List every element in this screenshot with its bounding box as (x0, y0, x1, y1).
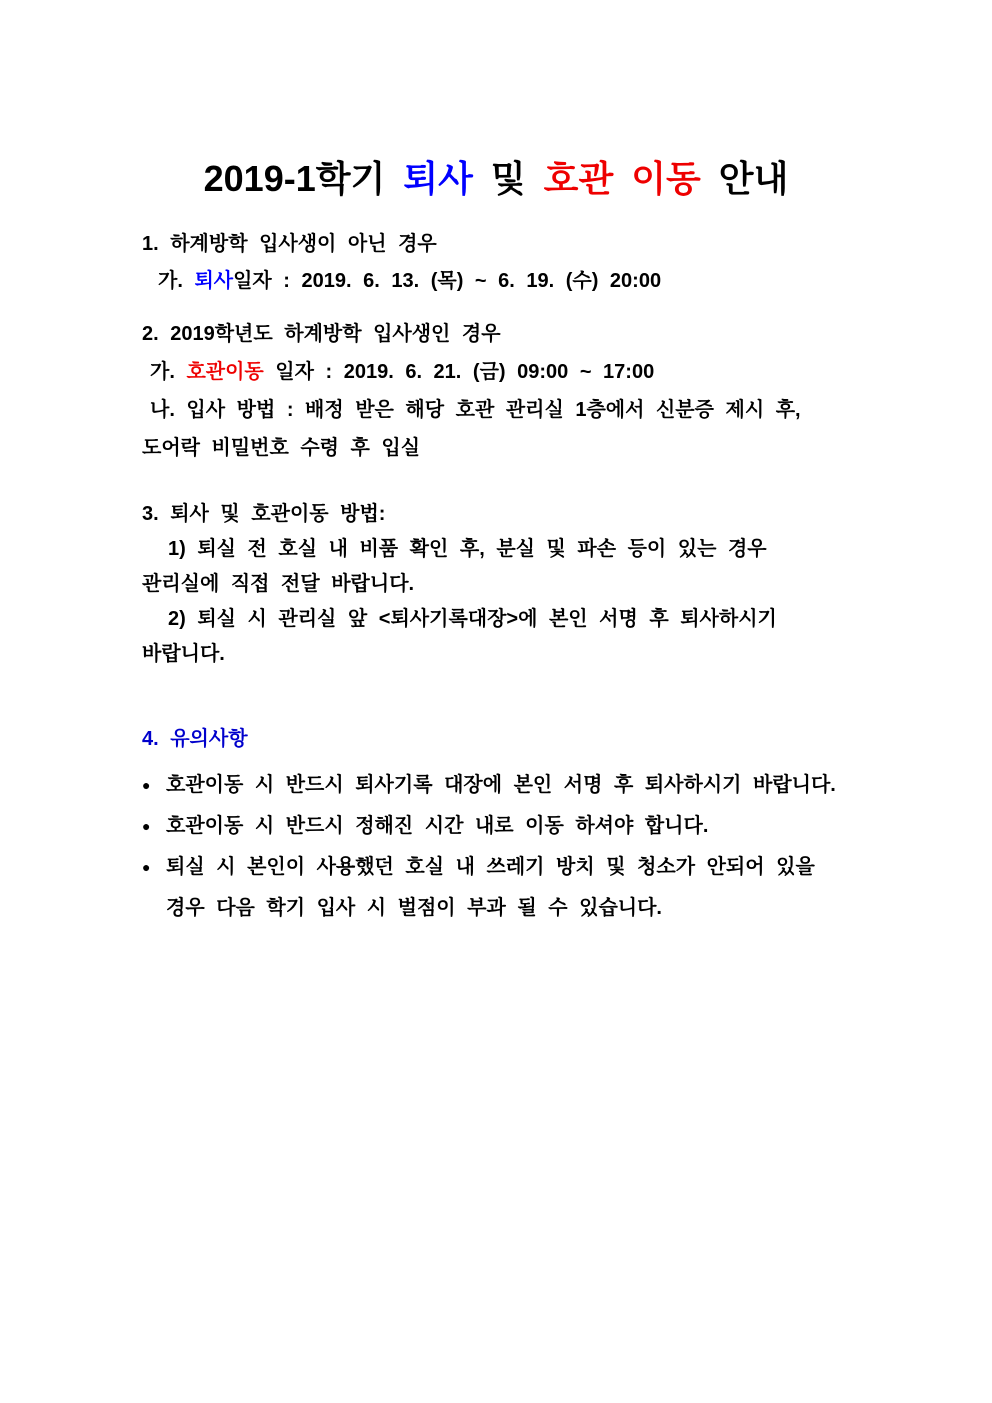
section-2-checkin-method-line-1: 나. 입사 방법 : 배정 받은 해당 호관 관리실 1층에서 신분증 제시 후, (150, 399, 801, 421)
notice-body (0, 226, 992, 929)
section-3-item-2-line-2: 바랍니다. (142, 643, 225, 665)
section-2-checkin-method-line-2: 도어락 비밀번호 수령 후 입실 (142, 437, 421, 459)
checkout-highlight-word: 퇴사 (194, 270, 234, 292)
section-1-heading: 1. 하계방학 입사생이 아닌 경우 (142, 233, 437, 255)
precaution-text: 경우 다음 학기 입사 시 벌점이 부과 될 수 있습니다. (166, 897, 662, 919)
section-2-heading: 2. 2019학년도 하계방학 입사생인 경우 (142, 323, 501, 345)
title-guide-word: 안내 (718, 158, 789, 199)
section-3-heading: 3. 퇴사 및 호관이동 방법: (142, 503, 386, 525)
bullet-icon: ● (142, 777, 151, 793)
section-2-move-date-line (142, 353, 972, 391)
precaution-item (142, 806, 972, 847)
item-label-ga: 가. (150, 361, 175, 383)
title-and-word: 및 (490, 158, 526, 199)
precaution-text: 퇴실 시 본인이 사용했던 호실 내 쓰레기 방치 및 청소가 안되어 있을 (166, 856, 815, 878)
precaution-item (142, 847, 972, 888)
bullet-icon: ● (142, 859, 151, 875)
precaution-text: 호관이동 시 반드시 정해진 시간 내로 이동 하셔야 합니다. (166, 815, 709, 837)
section-3-item-1-line-2: 관리실에 직접 전달 바랍니다. (142, 573, 415, 595)
building-move-highlight-word: 호관이동 (186, 361, 264, 383)
precaution-item (142, 765, 972, 806)
section-precautions (142, 722, 972, 929)
section-1-checkout-date-line (142, 263, 972, 300)
checkout-date-text: 일자 : 2019. 6. 13. (목) ~ 6. 19. (수) 20:00 (233, 270, 662, 292)
section-3-item-2-line-1: 2) 퇴실 시 관리실 앞 <퇴사기록대장>에 본인 서명 후 퇴사하시기 (168, 608, 777, 630)
title-semester-text: 2019-1학기 (203, 158, 386, 199)
precaution-item-continuation (142, 888, 972, 929)
section-summer-residents (142, 315, 972, 467)
section-4-heading: 4. 유의사항 (142, 728, 248, 750)
title-building-move-word: 호관 이동 (543, 158, 701, 199)
page-title (0, 0, 992, 202)
section-3-item-1-line-1: 1) 퇴실 전 호실 내 비품 확인 후, 분실 및 파손 등이 있는 경우 (168, 538, 767, 560)
move-date-text: 일자 : 2019. 6. 21. (금) 09:00 ~ 17:00 (275, 361, 655, 383)
section-checkout-method (142, 497, 972, 672)
title-checkout-word: 퇴사 (403, 158, 473, 199)
precaution-list (142, 765, 972, 929)
section-non-summer-residents (142, 226, 972, 300)
bullet-icon: ● (142, 818, 151, 834)
precaution-text: 호관이동 시 반드시 퇴사기록 대장에 본인 서명 후 퇴사하시기 바랍니다. (166, 774, 836, 796)
item-label-ga: 가. (158, 270, 183, 292)
